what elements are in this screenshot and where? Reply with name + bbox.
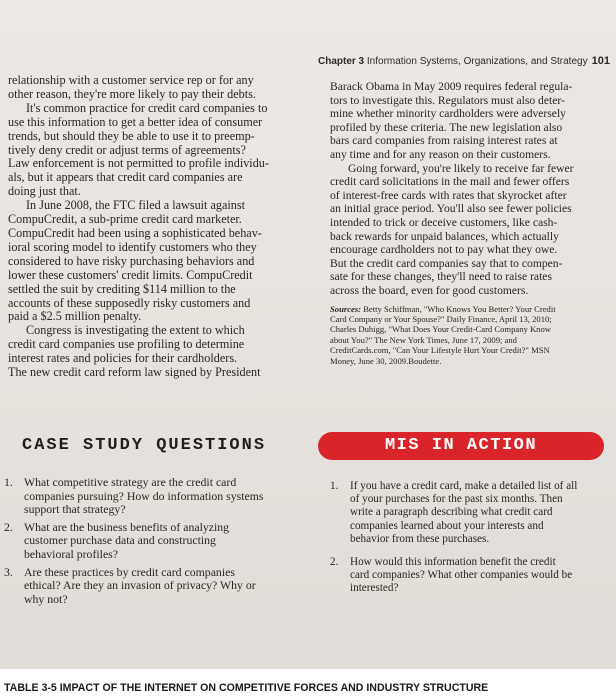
body-line: mine whether minority cardholders were adversely	[330, 107, 566, 121]
table-caption: TABLE 3-5 IMPACT OF THE INTERNET ON COMPETITIVE FORCES AND INDUSTRY STRUCTURE	[4, 682, 489, 694]
body-line: use this information to get a better idea of consumer	[8, 114, 263, 129]
question-number: 2.	[330, 556, 339, 569]
body-line: CompuCredit, a sub-prime credit card marketer.	[8, 212, 242, 227]
sources-citation	[330, 304, 600, 366]
question-line: companies learned about your interests and	[350, 519, 544, 532]
body-line: sate for these changes, they'll need to raise rates	[330, 270, 552, 284]
body-line: of interest-free cards with rates that skyrocket after	[330, 188, 567, 202]
source-line: Betty Schiffman, "Who Knows You Better? Your Credit	[361, 303, 556, 314]
case-study-questions-title: CASE STUDY QUESTIONS	[22, 436, 267, 455]
question-line: support that strategy?	[24, 502, 126, 517]
mis-question	[330, 556, 604, 596]
mis-in-action-question-list	[330, 480, 604, 606]
chapter-label: Chapter 3	[318, 56, 365, 67]
left-body-column	[8, 74, 300, 380]
source-line: CreditCards.com, "Can Your Lifestyle Hurt Your Credit?" MSN	[330, 345, 550, 356]
body-line: CompuCredit had been using a sophisticated behav-	[8, 225, 262, 240]
sources-label: Sources:	[330, 303, 362, 314]
question-number: 2.	[4, 519, 13, 534]
body-line: It's common practice for credit card companies to	[26, 100, 268, 115]
question-line: behavioral profiles?	[24, 546, 119, 561]
question-line: card companies? What other companies would be	[350, 569, 573, 582]
body-line: considered to have risky purchasing behaviors and	[8, 253, 255, 268]
body-line: tors to investigate this. Regulators must also deter-	[330, 93, 565, 107]
question-line: behavior from these purchases.	[350, 532, 490, 545]
source-line: Money, June 30, 2009.Boudette.	[330, 355, 442, 366]
body-line: als, but it appears that credit card companies are	[8, 170, 243, 185]
question-line: write a paragraph describing what credit card	[350, 506, 553, 519]
body-line: relationship with a customer service rep or for any	[8, 73, 254, 87]
body-line: encourage cardholders not to pay what they owe.	[330, 243, 558, 257]
body-line: an initial grace period. You'll also see fewer policies	[330, 202, 572, 216]
body-line: across the board, even for good customers.	[330, 283, 529, 297]
question-line: ethical? Are they an invasion of privacy? Why or	[24, 578, 256, 593]
source-line: about You?" The New York Times, June 17, 2009; and	[330, 334, 517, 345]
body-line: ioral scoring model to identify customers who they	[8, 239, 257, 254]
body-line: other reason, they're more likely to pay their debts.	[8, 86, 256, 101]
body-line: Barack Obama in May 2009 requires federal regula-	[330, 80, 573, 93]
right-body-column	[330, 80, 600, 366]
question-line: interested?	[350, 582, 399, 595]
source-line: Card Company or Your Spouse?" Daily Finance, April 13, 2010;	[330, 313, 552, 324]
body-line: bars card companies from raising interest rates at	[330, 134, 558, 148]
question-number: 3.	[4, 564, 13, 579]
question-line: customer purchase data and constructing	[24, 533, 216, 548]
question-line: How would this information benefit the credit	[350, 556, 556, 569]
body-line: Going forward, you're likely to receive far fewer	[348, 161, 574, 175]
running-header	[318, 56, 610, 67]
body-line: back rewards for unpaid balances, which actually	[330, 229, 559, 243]
body-line: But the credit card companies say that to compen-	[330, 256, 563, 270]
questions-header-band	[0, 432, 616, 460]
body-line: trends, but should they be able to use it to preemp-	[8, 128, 255, 143]
mis-in-action-banner: MIS IN ACTION	[318, 432, 604, 460]
body-line: Law enforcement is not permitted to profile individu-	[8, 156, 269, 171]
question-line: What are the business benefits of analyzing	[24, 519, 230, 534]
body-line: accounts of these supposedly risky customers and	[8, 295, 251, 310]
case-question	[4, 476, 304, 517]
question-line: If you have a credit card, make a detailed list of all	[350, 480, 578, 492]
body-line: Congress is investigating the extent to which	[26, 323, 245, 338]
case-question	[4, 521, 304, 562]
body-line: credit card companies use profiling to determine	[8, 337, 245, 352]
body-line: interest rates and policies for their cardholders.	[8, 351, 238, 366]
question-line: why not?	[24, 591, 68, 606]
source-line: Charles Duhigg, "What Does Your Credit-Card Company Know	[330, 324, 551, 335]
body-line: credit card solicitations in the mail and fewer offers	[330, 175, 570, 189]
mis-question	[330, 480, 604, 546]
question-line: What competitive strategy are the credit card	[24, 475, 237, 489]
body-line: The new credit card reform law signed by President	[8, 365, 261, 380]
chapter-title: Information Systems, Organizations, and Strategy	[366, 56, 588, 67]
case-question	[4, 566, 304, 607]
page-number: 101	[591, 55, 610, 67]
question-line: Are these practices by credit card companies	[24, 564, 235, 579]
body-line: tively deny credit or adjust terms of agreements?	[8, 142, 246, 157]
body-line: profiled by these criteria. The new legislation also	[330, 120, 563, 134]
body-line: lower these customers' credit limits. CompuCredit	[8, 267, 253, 282]
body-line: any time and for any reason on their customers.	[330, 147, 551, 161]
question-number: 1.	[4, 475, 13, 489]
question-line: of your purchases for the past six months. Then	[350, 493, 563, 506]
question-line: companies pursuing? How do information systems	[24, 488, 264, 503]
body-line: intended to trick or deceive customers, like cash-	[330, 215, 558, 229]
case-study-question-list	[4, 476, 304, 610]
body-line: doing just that.	[8, 184, 81, 199]
question-number: 1.	[330, 480, 339, 492]
body-line: paid a $2.5 million penalty.	[8, 309, 142, 324]
body-line: settled the suit by crediting $114 million to the	[8, 281, 236, 296]
body-line: In June 2008, the FTC filed a lawsuit against	[26, 198, 246, 213]
